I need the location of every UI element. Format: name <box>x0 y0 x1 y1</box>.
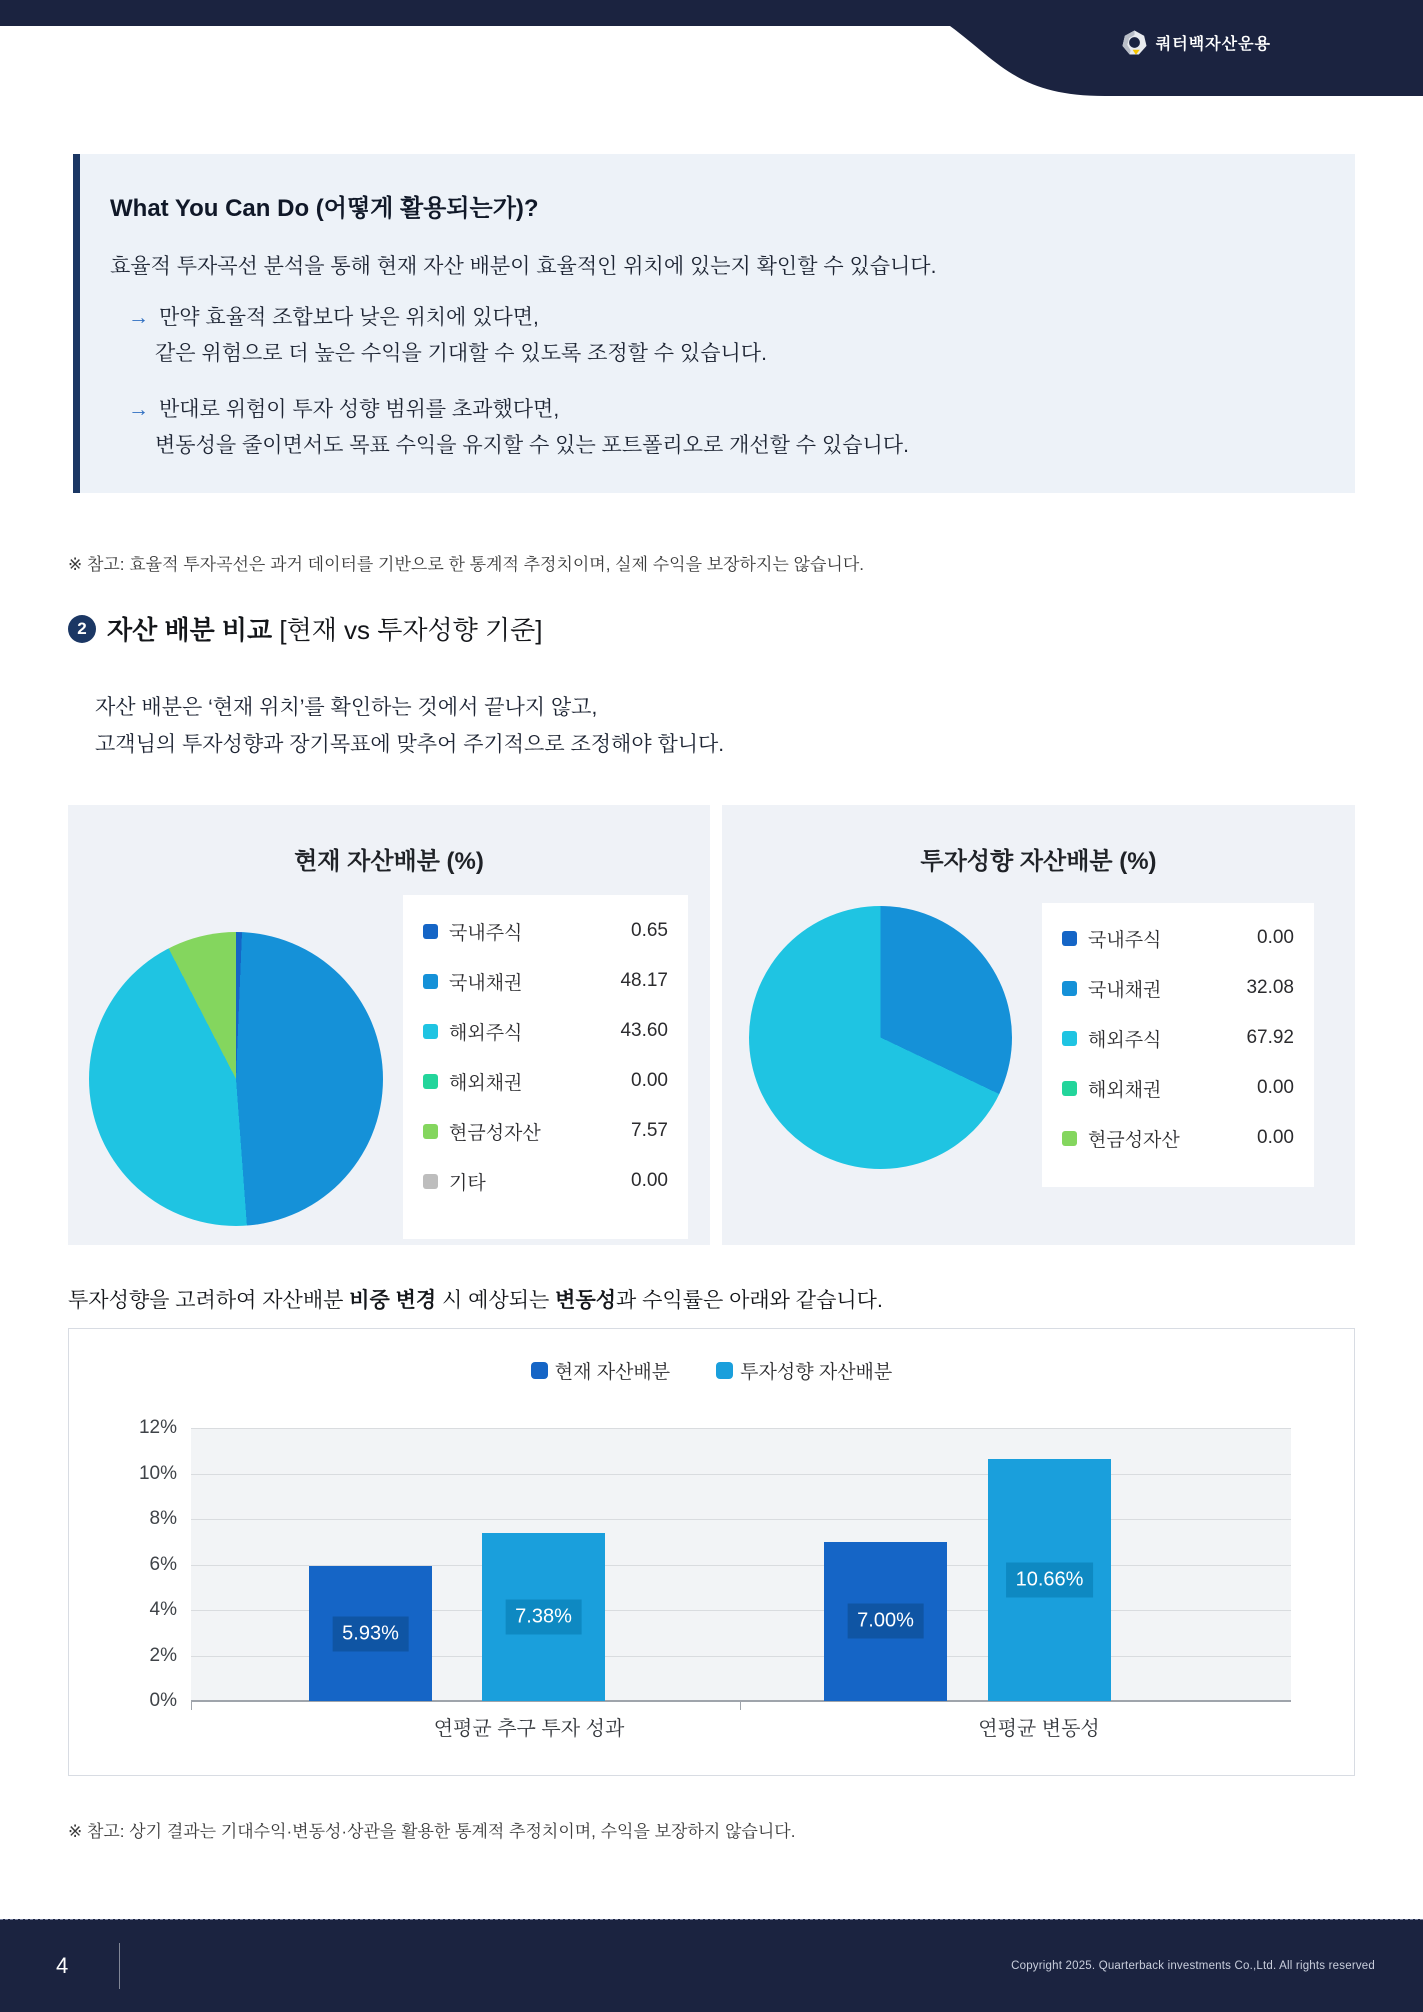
legend-color-swatch <box>1062 1081 1077 1096</box>
bar-chart-intro-text <box>68 1284 883 1314</box>
info-bullet-1 <box>128 300 767 372</box>
legend-color-swatch <box>423 1024 438 1039</box>
section-number-badge: 2 <box>68 615 96 643</box>
bar-target-return <box>482 1533 605 1701</box>
arrow-right-icon: → <box>128 398 149 421</box>
arrow-right-icon: → <box>128 306 149 329</box>
legend-color-swatch <box>423 924 438 939</box>
comparison-bar-chart-panel <box>68 1328 1355 1776</box>
section-title <box>107 610 542 647</box>
bullet-2-line-2: 변동성을 줄이면서도 목표 수익을 유지할 수 있는 포트폴리오로 개선할 수 있습니다. <box>155 434 909 457</box>
legend-label: 국내주식 <box>449 922 523 944</box>
bar-current-volatility <box>824 1542 947 1701</box>
legend-value: 32.08 <box>1246 977 1294 998</box>
section-title-bold: 자산 배분 비교 <box>107 615 273 645</box>
note-statistical-estimate: ※ 참고: 상기 결과는 기대수익·변동성·상관을 활용한 통계적 추정치이며, 수익을 보장하지 않습니다. <box>68 1822 796 1841</box>
legend-color-swatch <box>1062 981 1077 996</box>
what-you-can-do-box <box>73 154 1355 493</box>
legend-color-swatch <box>1062 931 1077 946</box>
legend-item <box>1042 1063 1314 1113</box>
legend-label: 해외주식 <box>449 1022 523 1044</box>
section-para-line-2: 고객님의 투자성향과 장기목표에 맞추어 주기적으로 조정해야 합니다. <box>95 733 725 756</box>
info-box-title: What You Can Do (어떻게 활용되는가)? <box>110 195 539 222</box>
page-footer <box>0 1919 1423 2012</box>
y-tick-label: 6% <box>149 1553 177 1575</box>
legend-label: 국내채권 <box>449 972 523 994</box>
y-tick-label: 0% <box>149 1690 177 1711</box>
legend-label: 현금성자산 <box>1088 1129 1180 1151</box>
x-category-label: 연평균 변동성 <box>978 1718 1100 1740</box>
legend-color-swatch <box>423 1174 438 1189</box>
section-paragraph <box>95 689 724 763</box>
legend-label: 국내주식 <box>1088 929 1162 951</box>
y-tick-label: 10% <box>138 1462 177 1484</box>
legend-label: 투자성향 자산배분 <box>740 1362 893 1383</box>
current-allocation-pie-chart <box>89 932 383 1226</box>
legend-item <box>1042 1113 1314 1163</box>
legend-item <box>403 956 688 1006</box>
legend-color-swatch <box>423 1074 438 1089</box>
legend-value: 7.57 <box>631 1120 668 1141</box>
legend-label: 해외채권 <box>449 1072 523 1094</box>
legend-value: 0.00 <box>631 1170 668 1191</box>
quarterback-logo-icon <box>1122 30 1147 55</box>
copyright-text: Copyright 2025. Quarterback investments Co.,Ltd. All rights reserved <box>1011 1960 1375 1972</box>
mid-text-seg-bold: 변동성 <box>555 1289 617 1312</box>
bullet-1-line-2: 같은 위험으로 더 높은 수익을 기대할 수 있도록 조정할 수 있습니다. <box>155 342 767 365</box>
mid-text-seg: 시 예상되는 <box>436 1289 556 1312</box>
legend-item <box>403 1156 688 1206</box>
legend-color-swatch <box>716 1362 733 1379</box>
legend-value: 0.00 <box>1257 1127 1294 1148</box>
mid-text-seg: 투자성향을 고려하여 자산배분 <box>68 1289 350 1312</box>
y-tick-label: 2% <box>149 1644 177 1666</box>
section-para-line-1: 자산 배분은 ‘현재 위치’를 확인하는 것에서 끝나지 않고, <box>95 696 598 719</box>
target-allocation-panel <box>722 805 1355 1245</box>
current-allocation-panel <box>68 805 710 1245</box>
legend-label: 해외주식 <box>1088 1029 1162 1051</box>
bar-value-label: 10.66% <box>1006 1562 1094 1597</box>
info-bullet-2 <box>128 392 909 464</box>
legend-color-swatch <box>423 1124 438 1139</box>
legend-color-swatch <box>531 1362 548 1379</box>
legend-value: 43.60 <box>620 1020 668 1041</box>
legend-label: 현재 자산배분 <box>554 1362 671 1383</box>
legend-item <box>1042 963 1314 1013</box>
bar-current-return <box>309 1566 432 1701</box>
target-allocation-title: 투자성향 자산배분 (%) <box>920 848 1157 875</box>
note-efficient-frontier: ※ 참고: 효율적 투자곡선은 과거 데이터를 기반으로 한 통계적 추정치이며, 실제 수익을 보장하지는 않습니다. <box>68 555 864 574</box>
bar-chart-plot-area <box>191 1428 1291 1701</box>
y-axis-labels <box>89 1417 177 1711</box>
y-tick-label: 4% <box>149 1599 177 1620</box>
legend-item-current <box>531 1357 670 1384</box>
legend-value: 0.00 <box>1257 1077 1294 1098</box>
bar-value-label: 5.93% <box>332 1616 409 1651</box>
company-logo <box>1122 30 1271 55</box>
bar-value-label: 7.38% <box>505 1600 582 1635</box>
legend-item <box>1042 1013 1314 1063</box>
info-box-intro: 효율적 투자곡선 분석을 통해 현재 자산 배분이 효율적인 위치에 있는지 확인할 수 있습니다. <box>110 255 937 278</box>
bullet-2-line-1: 반대로 위험이 투자 성향 범위를 초과했다면, <box>159 398 560 421</box>
legend-value: 48.17 <box>620 970 668 991</box>
y-tick-label: 8% <box>149 1508 177 1529</box>
legend-item <box>403 906 688 956</box>
axis-tick <box>740 1701 741 1710</box>
legend-label: 국내채권 <box>1088 979 1162 1001</box>
x-category-label: 연평균 추구 투자 성과 <box>433 1718 625 1740</box>
legend-label: 해외채권 <box>1088 1079 1162 1101</box>
section-title-rest: [현재 vs 투자성향 기준] <box>272 615 543 645</box>
legend-value: 0.65 <box>631 920 668 941</box>
legend-value: 67.92 <box>1246 1027 1294 1048</box>
bullet-1-line-1: 만약 효율적 조합보다 낮은 위치에 있다면, <box>159 306 539 329</box>
gridline <box>191 1428 1291 1429</box>
legend-item <box>403 1006 688 1056</box>
legend-color-swatch <box>1062 1131 1077 1146</box>
axis-tick <box>191 1701 192 1710</box>
bar-target-volatility <box>988 1459 1111 1702</box>
legend-label: 기타 <box>449 1172 486 1194</box>
target-allocation-legend <box>1042 903 1314 1187</box>
legend-label: 현금성자산 <box>449 1122 541 1144</box>
legend-item <box>403 1056 688 1106</box>
legend-value: 0.00 <box>1257 927 1294 948</box>
bar-value-label: 7.00% <box>847 1604 924 1639</box>
y-tick-label: 12% <box>138 1417 177 1438</box>
gridline <box>191 1519 1291 1520</box>
legend-item-target <box>716 1357 892 1384</box>
bar-chart-legend <box>69 1357 1354 1384</box>
mid-text-seg-bold: 비중 변경 <box>349 1289 437 1312</box>
target-allocation-pie-chart <box>749 906 1012 1169</box>
legend-color-swatch <box>423 974 438 989</box>
gridline <box>191 1474 1291 1475</box>
current-allocation-legend <box>403 895 688 1239</box>
current-allocation-title: 현재 자산배분 (%) <box>294 848 484 875</box>
legend-value: 0.00 <box>631 1070 668 1091</box>
logo-text: 쿼터백자산운용 <box>1155 36 1271 53</box>
legend-item <box>1042 913 1314 963</box>
section-2-heading <box>68 610 542 647</box>
legend-item <box>403 1106 688 1156</box>
mid-text-seg: 과 수익률은 아래와 같습니다. <box>616 1289 883 1312</box>
legend-color-swatch <box>1062 1031 1077 1046</box>
page-number: 4 <box>56 1953 69 1978</box>
footer-divider <box>119 1943 120 1989</box>
